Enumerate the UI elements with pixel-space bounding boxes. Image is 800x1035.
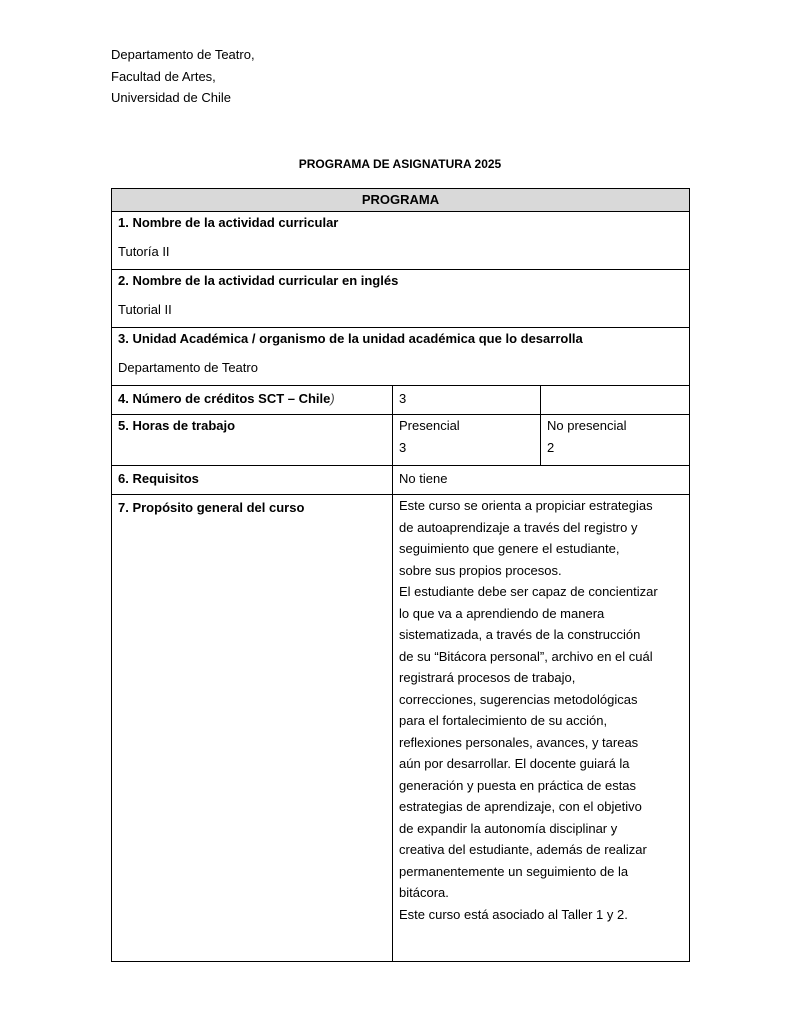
section-6-row xyxy=(112,466,690,495)
purpose-line: sistematizada, a través de la construcción xyxy=(399,627,641,642)
section-3-row xyxy=(112,328,690,386)
section-5-label: 5. Horas de trabajo xyxy=(118,418,236,433)
table-heading-row xyxy=(112,189,690,212)
document-title: PROGRAMA DE ASIGNATURA 2025 xyxy=(298,157,502,171)
purpose-line: creativa del estudiante, además de realizar xyxy=(399,842,647,857)
purpose-line: registrará procesos de trabajo, xyxy=(399,670,576,685)
header-line-faculty: Facultad de Artes, xyxy=(111,68,216,84)
purpose-line: de su “Bitácora personal”, archivo en el cuál xyxy=(399,648,653,664)
section-1-label: 1. Nombre de la actividad curricular xyxy=(118,215,339,230)
section-7-purpose xyxy=(393,495,690,962)
section-4-row xyxy=(112,386,690,415)
purpose-line: correcciones, sugerencias metodológicas xyxy=(399,691,638,707)
section-1-value: Tutoría II xyxy=(118,244,170,259)
section-4-value: 3 xyxy=(393,386,541,415)
section-7-row xyxy=(112,495,690,962)
purpose-line: reflexiones personales, avances, y tareas xyxy=(399,734,639,750)
section-2-label: 2. Nombre de la actividad curricular en inglés xyxy=(118,273,399,288)
presencial-value: 3 xyxy=(399,440,407,455)
purpose-line: sobre sus propios procesos. xyxy=(399,562,562,578)
table-heading: PROGRAMA xyxy=(112,189,690,212)
purpose-line: bitácora. xyxy=(399,885,449,900)
section-3-value: Departamento de Teatro xyxy=(118,360,258,375)
section-6-value: No tiene xyxy=(393,466,690,495)
section-7-label: 7. Propósito general del curso xyxy=(118,500,305,515)
purpose-line: lo que va a aprendiendo de manera xyxy=(399,605,605,621)
section-3-label: 3. Unidad Académica / organismo de la unidad académica que lo desarrolla xyxy=(118,331,583,346)
section-2-row xyxy=(112,270,690,328)
presencial-label: Presencial xyxy=(399,418,460,433)
purpose-line: estrategias de aprendizaje, con el objetivo xyxy=(399,799,642,814)
purpose-line: para el fortalecimiento de su acción, xyxy=(399,713,608,728)
section-1-row xyxy=(112,212,690,270)
no-presencial-label: No presencial xyxy=(547,418,627,433)
section-6-label: 6. Requisitos xyxy=(118,471,199,486)
department-header xyxy=(111,44,255,109)
section-5-row xyxy=(112,415,690,466)
program-table xyxy=(111,188,690,962)
purpose-line: Este curso está asociado al Taller 1 y 2. xyxy=(399,906,628,922)
purpose-line: aún por desarrollar. El docente guiará la xyxy=(399,756,630,771)
purpose-line: de autoaprendizaje a través del registro y xyxy=(399,519,638,535)
section-2-value: Tutorial II xyxy=(118,302,172,317)
purpose-line: de expandir la autonomía disciplinar y xyxy=(399,820,618,836)
purpose-line: seguimiento que genere el estudiante, xyxy=(399,541,620,556)
purpose-line: El estudiante debe ser capaz de concientizar xyxy=(399,584,658,599)
section-4-extra xyxy=(541,386,690,415)
purpose-line: generación y puesta en práctica de estas xyxy=(399,777,637,793)
section-4-label-suffix: ) xyxy=(330,391,335,406)
header-line-university: Universidad de Chile xyxy=(111,90,231,105)
section-4-label: 4. Número de créditos SCT – Chile xyxy=(118,391,331,406)
purpose-line: Este curso se orienta a propiciar estrategias xyxy=(399,498,653,513)
purpose-line: permanentemente un seguimiento de la xyxy=(399,863,629,879)
header-line-department: Departamento de Teatro, xyxy=(111,47,255,62)
no-presencial-value: 2 xyxy=(547,440,555,455)
